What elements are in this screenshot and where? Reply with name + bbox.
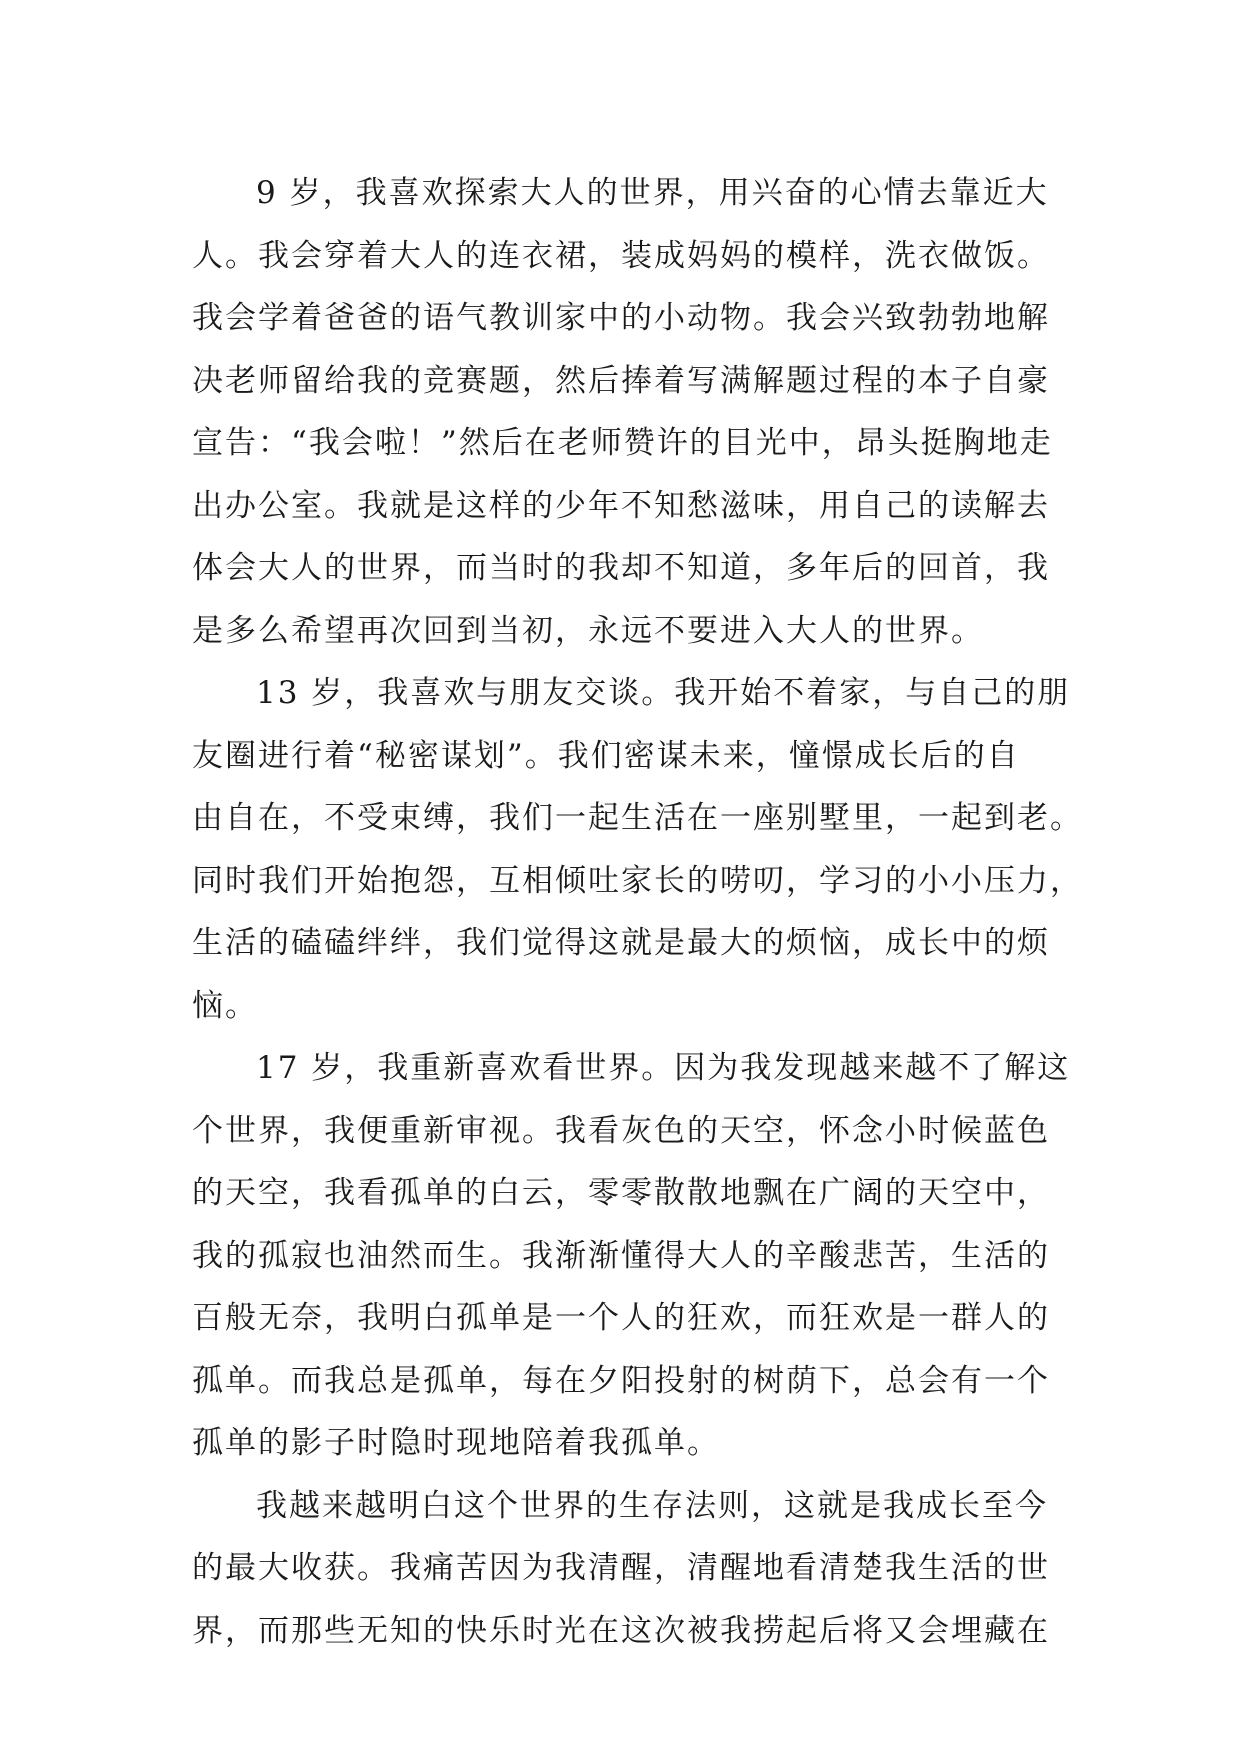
text-line: 17 岁，我重新喜欢看世界。因为我发现越来越不了解这 [256,1050,1071,1086]
text-line: 友圈进行着“秘密谋划”。我们密谋未来，憧憬成长后的自 [192,737,1020,774]
paragraph-age-17 [192,1037,1072,1475]
text-line: 我越来越明白这个世界的生存法则，这就是我成长至今 [256,1487,1048,1524]
text-line: 出办公室。我就是这样的少年不知愁滋味，用自己的读解去 [192,487,1050,524]
text-line: 百般无奈，我明白孤单是一个人的狂欢，而狂欢是一群人的 [192,1300,1050,1336]
paragraph-age-13 [192,662,1083,1037]
text-line: 生活的磕磕绊绊，我们觉得这就是最大的烦恼，成长中的烦 [192,925,1050,961]
text-line: 个世界，我便重新审视。我看灰色的天空，怀念小时候蓝色 [192,1112,1050,1149]
paragraph-age-9 [192,162,1072,662]
paragraph-conclusion [192,1475,1072,1663]
essay-body [192,162,1083,1662]
text-line: 孤单的影子时隐时现地陪着我孤单。 [192,1425,720,1461]
text-line: 我的孤寂也油然而生。我渐渐懂得大人的辛酸悲苦，生活的 [192,1237,1050,1274]
text-line: 13 岁，我喜欢与朋友交谈。我开始不着家，与自己的朋 [256,675,1071,711]
text-line: 9 岁，我喜欢探索大人的世界，用兴奋的心情去靠近大 [256,175,1049,211]
text-line: 孤单。而我总是孤单，每在夕阳投射的树荫下，总会有一个 [192,1362,1050,1399]
text-line: 我会学着爸爸的语气教训家中的小动物。我会兴致勃勃地解 [192,300,1050,336]
text-line: 的天空，我看孤单的白云，零零散散地飘在广阔的天空中， [192,1175,1050,1211]
text-line: 宣告：“我会啦！”然后在老师赞许的目光中，昂头挺胸地走 [192,425,1053,461]
text-line: 界，而那些无知的快乐时光在这次被我捞起后将又会埋藏在 [192,1612,1050,1649]
text-line: 的最大收获。我痛苦因为我清醒，清醒地看清楚我生活的世 [192,1550,1050,1586]
text-line: 是多么希望再次回到当初，永远不要进入大人的世界。 [192,612,984,649]
text-line: 由自在，不受束缚，我们一起生活在一座别墅里，一起到老。 [192,800,1083,836]
text-line: 同时我们开始抱怨，互相倾吐家长的唠叨，学习的小小压力， [192,862,1083,899]
text-line: 决老师留给我的竞赛题，然后捧着写满解题过程的本子自豪 [192,362,1050,399]
text-line: 人。我会穿着大人的连衣裙，装成妈妈的模样，洗衣做饭。 [192,237,1050,274]
text-line: 恼。 [192,987,258,1024]
text-line: 体会大人的世界，而当时的我却不知道，多年后的回首，我 [192,550,1050,586]
